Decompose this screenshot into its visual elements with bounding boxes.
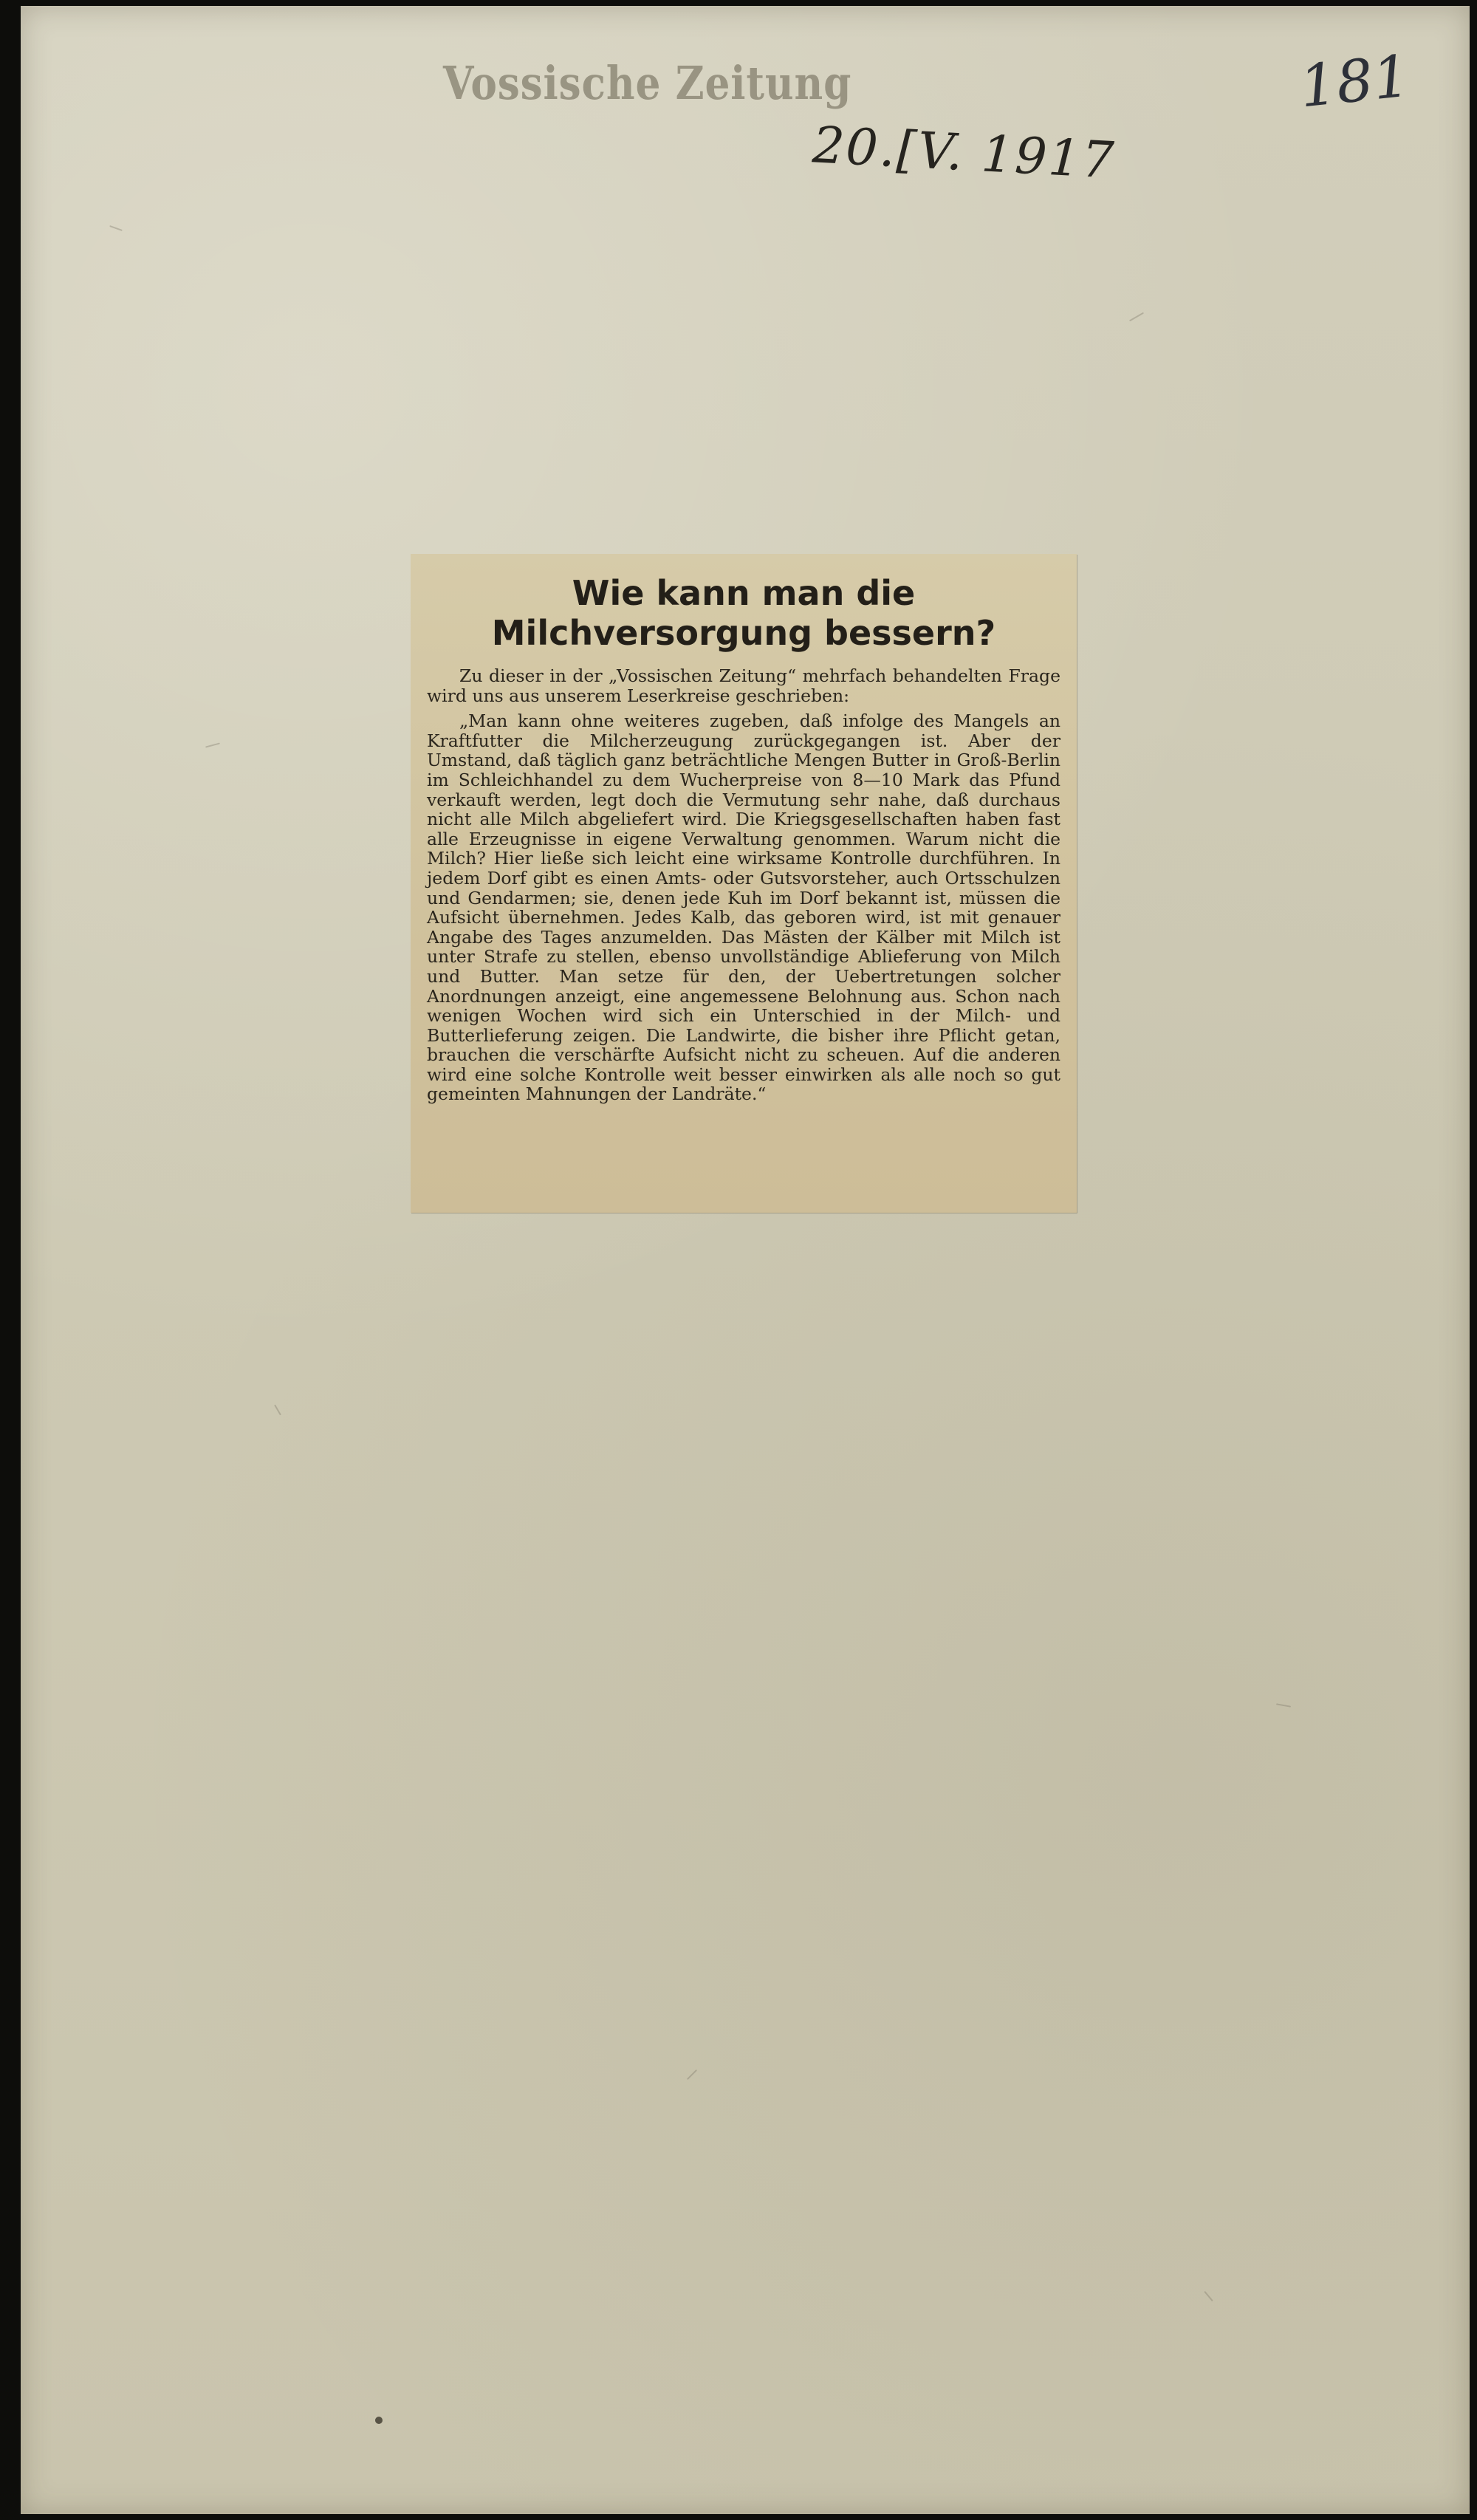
clipping-text xyxy=(427,666,1060,1110)
newspaper-clipping xyxy=(411,554,1077,1213)
paper-fiber xyxy=(1204,2291,1213,2301)
paper-fiber xyxy=(1129,312,1144,322)
newspaper-stamp: Vossische Zeitung xyxy=(443,56,852,110)
ink-spot xyxy=(375,2417,383,2424)
paper-fiber xyxy=(1276,1703,1291,1707)
folio-number: 181 xyxy=(1296,43,1413,121)
clipping-title: Wie kann man die Milchversorgung bessern? xyxy=(491,573,996,653)
archive-sheet xyxy=(21,6,1470,2514)
paper-fiber xyxy=(687,2069,697,2080)
clipping-body: „Man kann ohne weiteres zugeben, daß infolge des Mangels an Kraftfutter die Milcherzeugung zurückgegangen ist. Aber der Umstand, daß täglich ganz beträchtliche Mengen Butter in Groß-Berlin im Schleichhandel zu dem Wucherpreise von 8—10 Mark das Pfund verkauft werden, legt doch die Vermutung sehr nahe, daß durchaus nicht alle Milch abgeliefert wird. Die Kriegsgesellschaften haben fast alle Erzeugnisse in eigene Verwaltung genommen. Warum nicht die Milch? Hier ließe sich leicht eine wirksame Kontrolle durchführen. In jedem Dorf gibt es einen Amts- oder Gutsvorsteher, auch Ortsschulzen und Gendarmen; sie, denen jede Kuh im Dorf bekannt ist, müssen die Aufsicht übernehmen. Jedes Kalb, das geboren wird, ist mit genauer Angabe des Tages anzumelden. Das Mästen der Kälber mit Milch ist unter Strafe zu stellen, ebenso unvollständige Ablieferung von Milch und Butter. Man setze für den, der Uebertretungen solcher Anordnungen anzeigt, eine angemessene Belohnung aus. Schon nach wenigen Wochen wird sich ein Unterschied in der Milch- und Butterlieferung zeigen. Die Landwirte, die bisher ihre Pflicht getan, brauchen die verschärfte Aufsicht nicht zu scheuen. Auf die anderen wird eine solche Kontrolle weit besser einwirken als alle noch so gut gemeinten Mahnungen der Landräte.“ xyxy=(427,711,1060,1105)
paper-fiber xyxy=(109,225,123,231)
paper-fiber xyxy=(205,742,220,747)
handwritten-date: 20.[V. 1917 xyxy=(811,116,1117,191)
clipping-intro: Zu dieser in der „Vossischen Zeitung“ mehrfach behandelten Frage wird uns aus unserem Leserkreise geschrieben: xyxy=(427,665,1060,706)
paper-fiber xyxy=(274,1405,281,1416)
